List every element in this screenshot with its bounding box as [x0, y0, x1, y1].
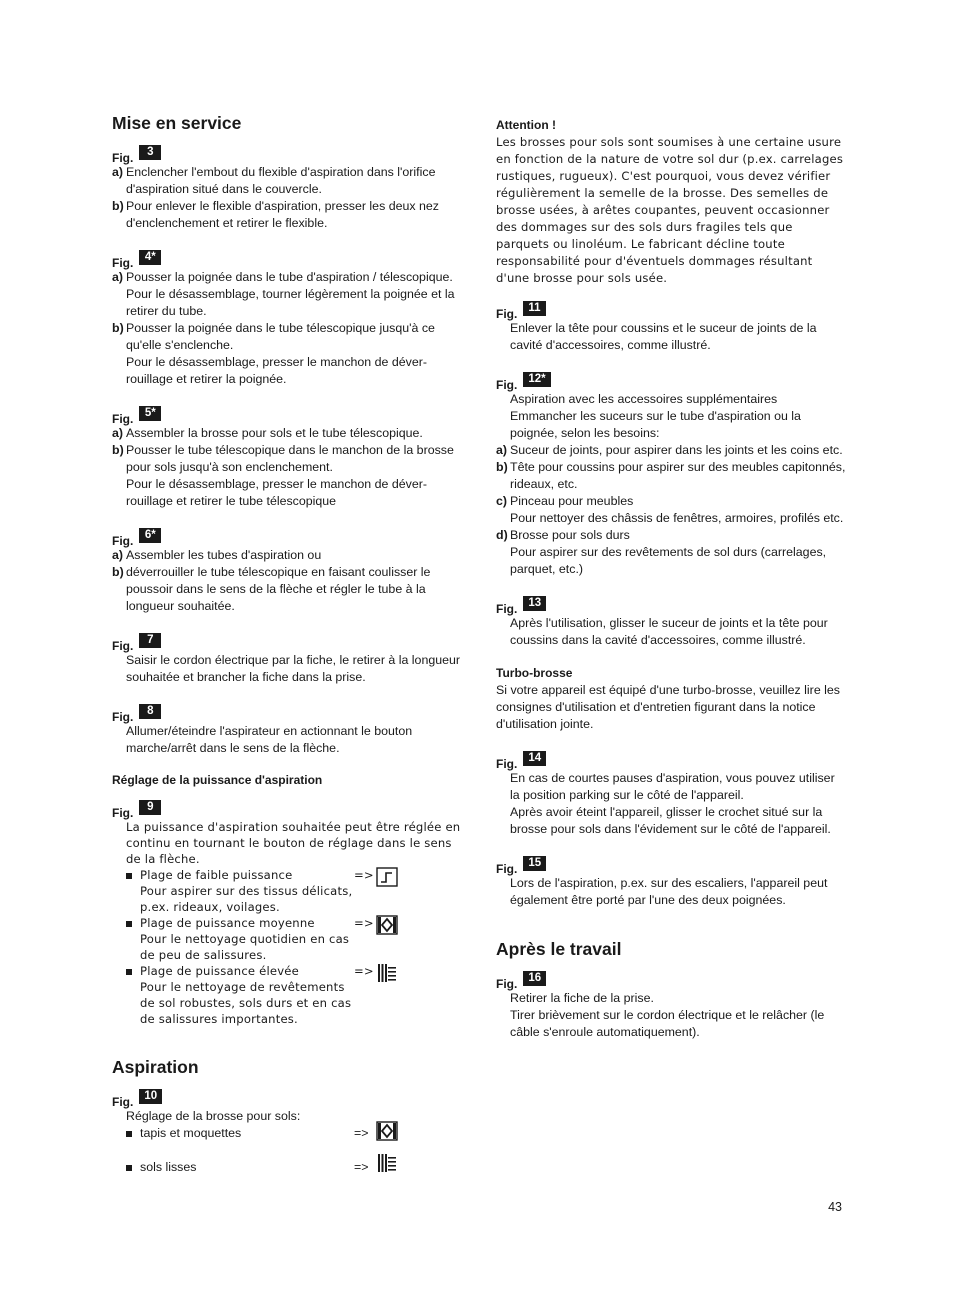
- fig-14-label: Fig. 14: [496, 752, 846, 770]
- accessory-a: a) Suceur de joints, pour aspirer dans les joints et les coins etc.: [496, 443, 843, 457]
- fig-number: 6*: [139, 528, 161, 543]
- fig-9-text: La puissance d'aspiration souhaitée peut être réglée en continu en tournant le bouton de réglage dans le sens de la flèche.: [126, 820, 461, 866]
- fig-12-intro: Aspiration avec les accessoires supplémentaires Emmancher les suceurs sur le tube d'aspiration ou la poignée, selon les besoins:: [510, 392, 801, 440]
- subheading-attention: Attention !: [496, 118, 556, 132]
- fig-number: 9: [139, 800, 161, 815]
- left-column: [112, 112, 462, 1176]
- step-b: b) Pour enlever le flexible d'aspiration, presser les deux nez d'enclenchement et retirer le flexible.: [112, 199, 439, 230]
- hard-floor-icon: [376, 1153, 398, 1173]
- turbo-text: Si votre appareil est équipé d'une turbo-brosse, veuillez lire les consignes d'utilisation et d'entretien figurant dans la notice d'utilisation jointe.: [496, 683, 840, 731]
- fig-6-label: Fig. 6*: [112, 529, 462, 547]
- bullet: [126, 915, 140, 963]
- fig-10-text: Réglage de la brosse pour sols:: [126, 1109, 301, 1123]
- fig-number: 16: [523, 971, 546, 986]
- fig-11-label: Fig. 11: [496, 302, 846, 320]
- bullet: [126, 867, 140, 915]
- subheading-power: Réglage de la puissance d'aspiration: [112, 773, 323, 787]
- fig-11-text: Enlever la tête pour coussins et le suceur de joints de la cavité d'accessoires, comme illustré.: [510, 321, 817, 352]
- fig-7-text: Saisir le cordon électrique par la fiche, le retirer à la longueur souhaitée et brancher la fiche dans la prise.: [126, 653, 461, 684]
- carpet-icon: [376, 915, 398, 935]
- accessory-b: b) Tête pour coussins pour aspirer sur des meubles capitonnés, rideaux, etc.: [496, 460, 846, 491]
- fig-8-label: Fig. 8: [112, 705, 462, 723]
- step-a: a) Enclencher l'embout du flexible d'aspiration dans l'orifice d'aspiration situé dans le couvercle.: [112, 165, 436, 196]
- fig-13-label: Fig. 13: [496, 597, 846, 615]
- fig-16-label: Fig. 16: [496, 972, 846, 990]
- bullet: [126, 1125, 140, 1159]
- section-title-mise-en-service: Mise en service: [112, 113, 242, 133]
- right-column: [496, 117, 846, 1041]
- bullet: [126, 963, 140, 1027]
- fig-number: 7: [139, 633, 161, 648]
- fig-4-label: Fig. 4*: [112, 251, 462, 269]
- section-title-aspiration: Aspiration: [112, 1057, 199, 1077]
- subheading-turbo: Turbo-brosse: [496, 666, 573, 680]
- fig-number: 8: [139, 704, 161, 719]
- fig-10-label: Fig. 10: [112, 1090, 462, 1108]
- low-power-icon: [376, 867, 398, 887]
- step-b: b) Pousser le tube télescopique dans le manchon de la brosse pour sols jusqu'à son enclenchement. Pour le désassemblage, presser le manchon de déver-rouillage et retirer le tube télescopique: [112, 443, 454, 508]
- fig-3-label: Fig. 3: [112, 146, 462, 164]
- fig-9-label: Fig. 9: [112, 801, 462, 819]
- step-b: b) Pousser la poignée dans le tube télescopique jusqu'à ce qu'elle s'enclenche. Pour le désassemblage, presser le manchon de déver-rouillage et retirer la poignée.: [112, 321, 435, 386]
- fig-16-text: Retirer la fiche de la prise. Tirer brièvement sur le cordon électrique et le relâcher (le câble s'enroule automatiquement).: [510, 991, 825, 1039]
- section-title-apres-le-travail: Après le travail: [496, 939, 622, 959]
- fig-8-text: Allumer/éteindre l'aspirateur en actionnant le bouton marche/arrêt dans le sens de la flèche.: [126, 724, 413, 755]
- fig-15-label: Fig. 15: [496, 857, 846, 875]
- bullet: [126, 1159, 140, 1176]
- fig-12-label: Fig. 12*: [496, 373, 846, 391]
- fig-13-text: Après l'utilisation, glisser le suceur de joints et la tête pour coussins dans la cavité d'accessoires, comme illustré.: [510, 616, 828, 647]
- step-a: a) Assembler les tubes d'aspiration ou: [112, 548, 322, 562]
- accessory-c: c) Pinceau pour meubles Pour nettoyer des châssis de fenêtres, armoires, profilés etc.: [496, 494, 844, 525]
- fig-14-text: En cas de courtes pauses d'aspiration, vous pouvez utiliser la position parking sur le côté de l'appareil. Après avoir éteint l'appareil, glisser le crochet situé sur la brosse pour sols dans l'évidement sur le côté de l'appareil.: [510, 771, 835, 836]
- brush-setting-carpet: tapis et moquettes =>: [112, 1125, 462, 1159]
- carpet-icon: [376, 1121, 398, 1141]
- fig-15-text: Lors de l'aspiration, p.ex. sur des escaliers, l'appareil peut également être porté par l'une des deux poignées.: [510, 876, 828, 907]
- fig-number: 3: [139, 145, 161, 160]
- power-level-medium: Plage de puissance moyenne Pour le nettoyage quotidien en cas de peu de salissures. =>: [112, 915, 462, 963]
- step-a: a) Pousser la poignée dans le tube d'aspiration / télescopique. Pour le désassemblage, tourner légèrement la poignée et la retirer du tube.: [112, 270, 455, 318]
- page-number: 43: [828, 1200, 842, 1214]
- step-b: b) déverrouiller le tube télescopique en faisant coulisser le poussoir dans le sens de la flèche et régler le tube à la longueur souhaitée.: [112, 565, 431, 613]
- fig-5-label: Fig. 5*: [112, 407, 462, 425]
- power-level-low: Plage de faible puissance Pour aspirer sur des tissus délicats, p.ex. rideaux, voilages. =>: [112, 867, 462, 915]
- brush-setting-hard-floor: sols lisses =>: [112, 1159, 462, 1176]
- accessory-d: d) Brosse pour sols durs Pour aspirer sur des revêtements de sol durs (carrelages, parquet, etc.): [496, 528, 827, 576]
- hard-floor-icon: [376, 963, 398, 983]
- power-level-high: Plage de puissance élevée Pour le nettoyage de revêtements de sol robustes, sols durs et en cas de salissures importantes. =>: [112, 963, 462, 1027]
- attention-text: Les brosses pour sols sont soumises à une certaine usure en fonction de la nature de votre sol dur (p.ex. carrelages rustiques, rugueux). C'est pourquoi, vous devez vérifier régulièrement la semelle de la brosse. Des semelles de brosse usées, à arêtes coupantes, peuvent occasionner des dommages sur des sols durs fragiles tels que parquets ou linoléum. Le fabricant décline toute responsabilité pour d'éventuels dommages résultant d'une brosse pour sols usée.: [496, 135, 844, 285]
- fig-number: 15: [523, 856, 546, 871]
- fig-number: 13: [523, 596, 546, 611]
- fig-number: 5*: [139, 406, 161, 421]
- fig-number: 10: [139, 1089, 162, 1104]
- fig-number: 4*: [139, 250, 161, 265]
- fig-number: 11: [523, 301, 545, 316]
- fig-number: 12*: [523, 372, 550, 387]
- fig-7-label: Fig. 7: [112, 634, 462, 652]
- step-a: a) Assembler la brosse pour sols et le tube télescopique.: [112, 426, 423, 440]
- fig-number: 14: [523, 751, 546, 766]
